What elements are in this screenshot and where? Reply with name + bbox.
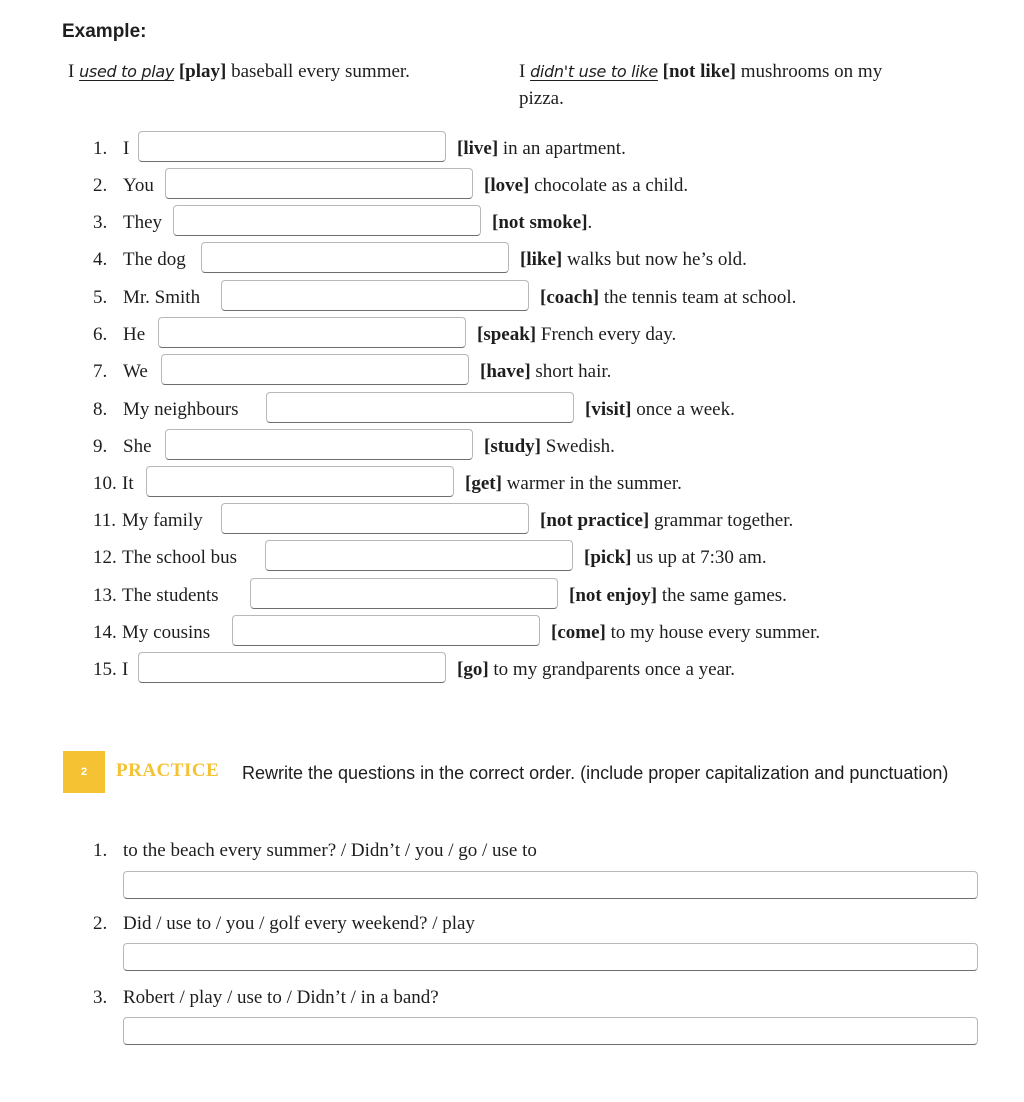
item-subject: He — [123, 324, 146, 345]
section-2-badge: 2 — [63, 751, 105, 793]
item-number: 14. — [93, 622, 117, 643]
item-verb: [pick] — [584, 547, 632, 568]
exercise-1-item — [0, 168, 1000, 204]
item-verb: [not practice] — [540, 510, 650, 531]
item-number: 1. — [93, 138, 108, 159]
item-number: 12. — [93, 547, 117, 568]
item-verb: [not enjoy] — [569, 585, 658, 606]
example-1-rest: baseball every summer. — [231, 61, 410, 82]
reorder-question — [93, 840, 537, 862]
item-subject: My neighbours — [123, 399, 239, 420]
item-verb: [go] — [457, 659, 489, 680]
item-verb: [coach] — [540, 287, 600, 308]
item-subject: Mr. Smith — [123, 287, 201, 308]
item-number: 4. — [93, 249, 108, 270]
answer-input[interactable] — [201, 242, 509, 273]
item-prompt — [477, 324, 676, 346]
item-subject: The school bus — [122, 547, 238, 568]
answer-input[interactable] — [161, 354, 469, 385]
answer-input[interactable] — [266, 392, 574, 423]
item-subject: We — [123, 361, 148, 382]
exercise-1-item — [0, 317, 1000, 353]
item-subject: It — [122, 473, 134, 494]
item-verb: [come] — [551, 622, 606, 643]
item-prompt — [484, 436, 615, 458]
exercise-1-item — [0, 131, 1000, 167]
item-verb: [like] — [520, 249, 563, 270]
exercise-1-item — [0, 392, 1000, 428]
item-number: 2. — [93, 175, 108, 196]
answer-input[interactable] — [165, 168, 473, 199]
item-number: 13. — [93, 585, 117, 606]
item-verb: [visit] — [585, 399, 632, 420]
example-2-answer: didn't use to like — [530, 62, 658, 81]
question-number: 3. — [93, 987, 108, 1008]
item-subject: They — [123, 212, 163, 233]
question-number: 2. — [93, 913, 108, 934]
item-rest: to my house every summer. — [610, 622, 821, 643]
item-number: 6. — [93, 324, 108, 345]
item-subject: The dog — [123, 249, 186, 270]
exercise-1-item — [0, 429, 1000, 465]
reorder-question — [93, 987, 439, 1009]
exercise-1-item — [0, 652, 1000, 688]
item-prompt — [551, 622, 820, 644]
item-rest: Swedish. — [545, 436, 615, 457]
item-prompt — [492, 212, 592, 234]
answer-input[interactable] — [250, 578, 558, 609]
item-subject: I — [123, 138, 130, 159]
exercise-1-item — [0, 466, 1000, 502]
item-number: 10. — [93, 473, 117, 494]
item-prompt — [585, 399, 735, 421]
item-rest: the same games. — [661, 585, 787, 606]
item-verb: [get] — [465, 473, 502, 494]
answer-input[interactable] — [221, 503, 529, 534]
item-prompt — [480, 361, 611, 383]
item-rest: . — [587, 212, 593, 233]
item-prompt — [569, 585, 787, 607]
item-prompt — [520, 249, 747, 271]
item-verb: [speak] — [477, 324, 537, 345]
answer-input[interactable] — [232, 615, 540, 646]
answer-input[interactable] — [158, 317, 466, 348]
item-subject: My cousins — [122, 622, 211, 643]
item-number: 11. — [93, 510, 117, 531]
exercise-1-item — [0, 354, 1000, 390]
item-prompt — [540, 510, 793, 532]
item-rest: us up at 7:30 am. — [636, 547, 767, 568]
item-number: 7. — [93, 361, 108, 382]
answer-input[interactable] — [146, 466, 454, 497]
item-verb: [live] — [457, 138, 499, 159]
example-2-rest: mushrooms on my — [740, 61, 883, 82]
question-number: 1. — [93, 840, 108, 861]
item-prompt — [584, 547, 767, 569]
item-prompt — [484, 175, 688, 197]
item-prompt — [465, 473, 682, 495]
item-rest: chocolate as a child. — [534, 175, 689, 196]
example-2-verb: [not like] — [662, 61, 736, 82]
item-rest: walks but now he’s old. — [566, 249, 747, 270]
item-subject: I — [122, 659, 129, 680]
item-rest: French every day. — [540, 324, 677, 345]
item-rest: grammar together. — [653, 510, 794, 531]
item-prompt — [457, 659, 735, 681]
example-2-subject: I — [519, 61, 526, 82]
item-rest: once a week. — [636, 399, 735, 420]
exercise-1-item — [0, 503, 1000, 539]
item-rest: in an apartment. — [502, 138, 626, 159]
exercise-1-item — [0, 540, 1000, 576]
item-subject: You — [123, 175, 154, 196]
item-verb: [study] — [484, 436, 542, 457]
answer-input[interactable] — [138, 652, 446, 683]
reorder-question — [93, 913, 475, 935]
example-sentence-1 — [68, 58, 410, 85]
answer-input[interactable] — [221, 280, 529, 311]
item-rest: to my grandparents once a year. — [493, 659, 736, 680]
section-2-instruction: Rewrite the questions in the correct order. (include proper capitalization and punctuation) — [242, 763, 949, 783]
item-subject: She — [123, 436, 152, 457]
item-verb: [not smoke] — [492, 212, 588, 233]
exercise-1-item — [0, 205, 1000, 241]
item-subject: The students — [122, 585, 219, 606]
item-number: 15. — [93, 659, 117, 680]
example-1-subject: I — [68, 61, 75, 82]
answer-field[interactable] — [123, 1017, 978, 1045]
exercise-1-item — [0, 280, 1000, 316]
item-prompt — [540, 287, 796, 309]
item-verb: [love] — [484, 175, 530, 196]
answer-input[interactable] — [138, 131, 446, 162]
exercise-1-item — [0, 242, 1000, 278]
answer-input[interactable] — [165, 429, 473, 460]
exercise-1-item — [0, 615, 1000, 651]
example-heading: Example: — [62, 21, 147, 42]
question-text: Did / use to / you / golf every weekend? / play — [123, 913, 475, 934]
item-subject: My family — [122, 510, 203, 531]
item-rest: warmer in the summer. — [506, 473, 682, 494]
answer-input[interactable] — [265, 540, 573, 571]
section-2-label: PRACTICE — [116, 760, 220, 781]
item-prompt — [457, 138, 626, 160]
question-text: Robert / play / use to / Didn’t / in a band? — [123, 987, 439, 1008]
item-rest: short hair. — [535, 361, 612, 382]
item-rest: the tennis team at school. — [603, 287, 797, 308]
answer-field[interactable] — [123, 871, 978, 899]
item-number: 5. — [93, 287, 108, 308]
question-text: to the beach every summer? / Didn’t / you / go / use to — [123, 840, 537, 861]
answer-input[interactable] — [173, 205, 481, 236]
example-1-answer: used to play — [79, 62, 175, 81]
example-1-verb: [play] — [178, 61, 227, 82]
example-sentence-2-continued: pizza. — [519, 88, 564, 109]
example-sentence-2 — [519, 58, 882, 85]
item-number: 3. — [93, 212, 108, 233]
answer-field[interactable] — [123, 943, 978, 971]
exercise-1-item — [0, 578, 1000, 614]
item-number: 9. — [93, 436, 108, 457]
item-number: 8. — [93, 399, 108, 420]
item-verb: [have] — [480, 361, 531, 382]
